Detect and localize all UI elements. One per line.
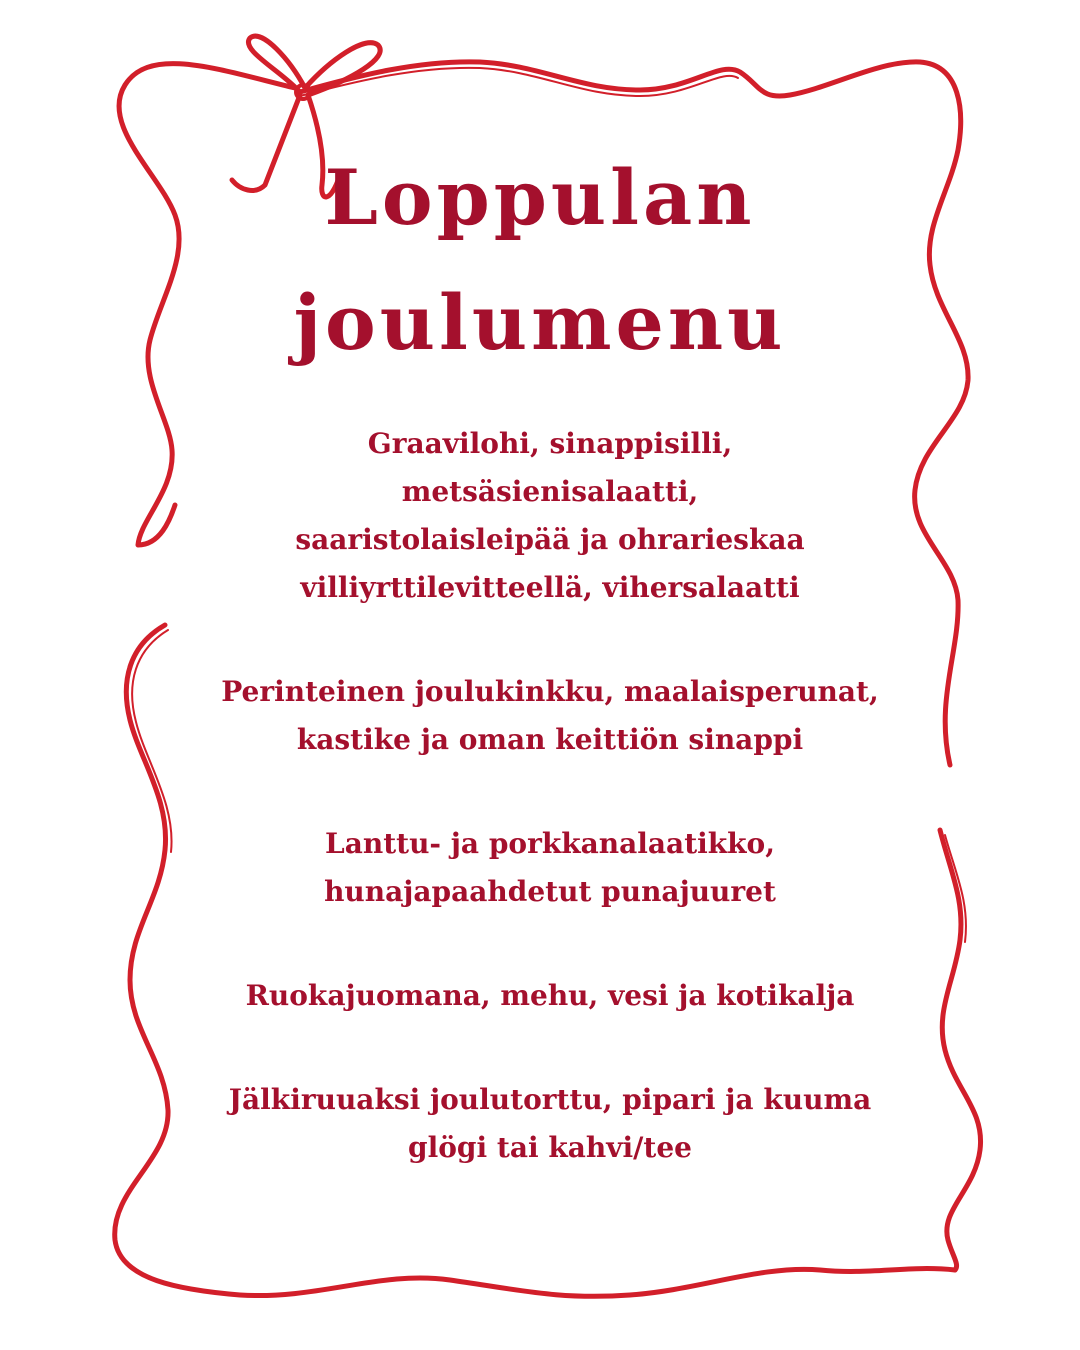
course-line: Ruokajuomana, mehu, vesi ja kotikalja bbox=[245, 979, 855, 1012]
course-sides bbox=[150, 820, 950, 916]
course-dessert bbox=[150, 1076, 950, 1172]
course-line: Perinteinen joulukinkku, maalaisperunat, bbox=[221, 675, 879, 708]
menu-title-line1: Loppulan bbox=[324, 153, 756, 242]
course-appetizers bbox=[150, 420, 950, 612]
course-line: kastike ja oman keittiön sinappi bbox=[296, 723, 804, 756]
course-line: glögi tai kahvi/tee bbox=[408, 1131, 692, 1164]
course-line: Graavilohi, sinappisilli, bbox=[367, 427, 733, 460]
course-drinks bbox=[150, 972, 950, 1020]
course-line: villiyrttilevitteellä, vihersalaatti bbox=[300, 571, 800, 604]
menu-courses bbox=[150, 420, 950, 1228]
course-line: metsäsienisalaatti, bbox=[401, 475, 699, 508]
course-main bbox=[150, 668, 950, 764]
course-line: Jälkiruuaksi joulutorttu, pipari ja kuuma bbox=[228, 1083, 872, 1116]
course-line: Lanttu- ja porkkanalaatikko, bbox=[325, 827, 775, 860]
menu-title-line2: joulumenu bbox=[293, 278, 787, 367]
course-line: saaristolaisleipää ja ohrarieskaa bbox=[295, 523, 805, 556]
course-line: hunajapaahdetut punajuuret bbox=[324, 875, 776, 908]
